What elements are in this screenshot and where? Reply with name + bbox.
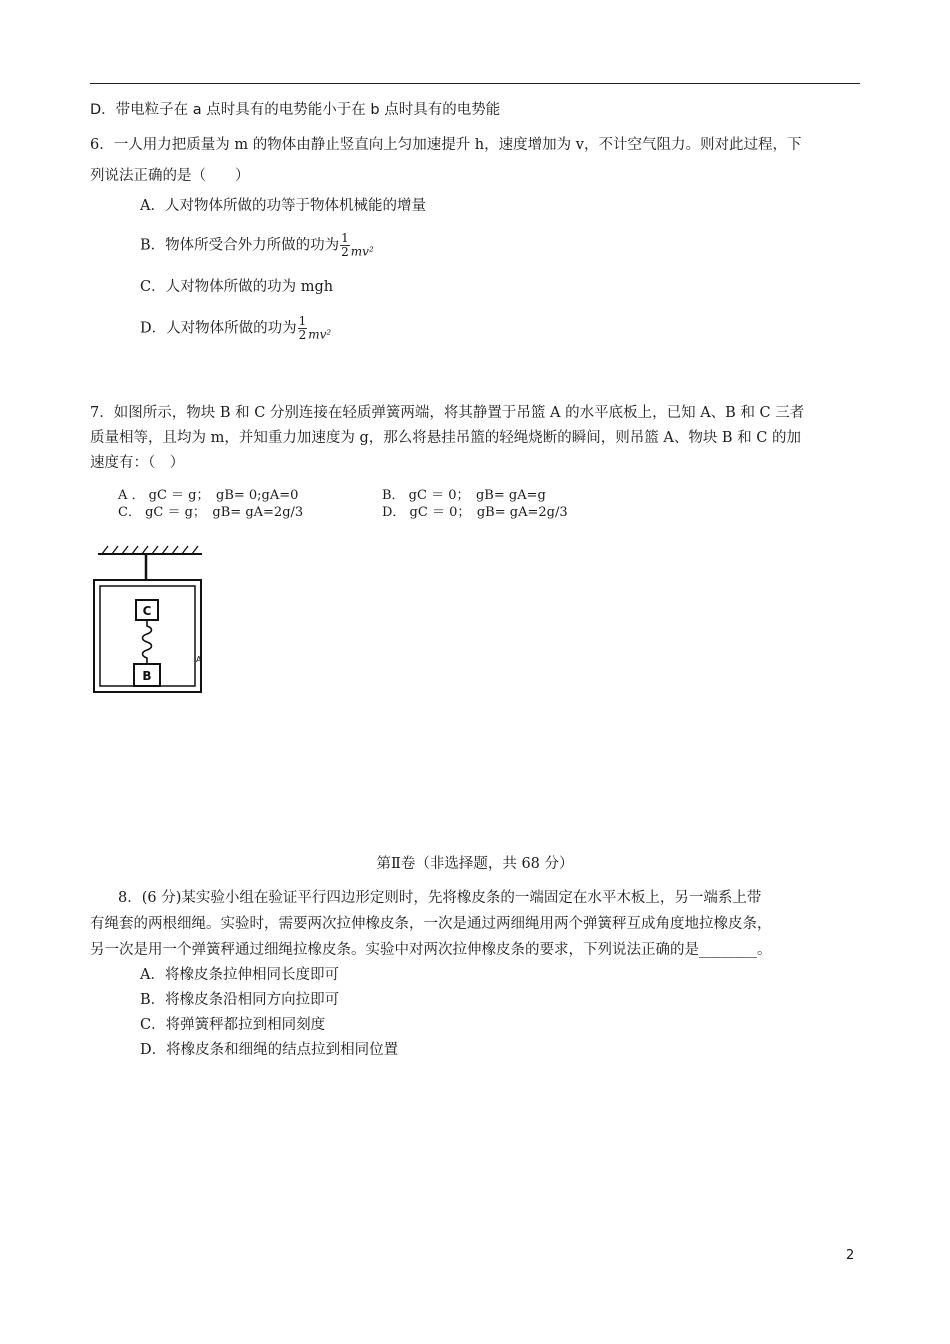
fraction-numerator: 1 xyxy=(298,314,307,328)
q6-option-b xyxy=(140,232,374,262)
q7-option-d: D． gC ＝ 0； gB= gA=2g/3 xyxy=(382,505,568,520)
spring xyxy=(143,620,152,664)
q8-option-b: B．将橡皮条沿相同方向拉即可 xyxy=(140,992,340,1008)
q7-options-row1 xyxy=(118,488,546,503)
q6-option-d-label: D．人对物体所做的功为 xyxy=(140,320,297,337)
fraction-denominator: 2 xyxy=(341,245,349,259)
fraction-half xyxy=(340,232,350,259)
q5-option-d: D．带电粒子在 a 点时具有的电势能小于在 b 点时具有的电势能 xyxy=(90,102,501,118)
q6-option-d xyxy=(140,315,331,345)
fraction-half xyxy=(298,315,308,342)
q7-stem-line3: 速度有：（ ） xyxy=(90,455,185,471)
q7-option-c: C． gC ＝ g； gB= gA=2g/3 xyxy=(118,505,304,520)
q7-options-row2 xyxy=(118,505,568,520)
q7-stem-line1: 7．如图所示，物块 B 和 C 分别连接在轻质弹簧两端，将其静置于吊篮 A 的水平底板上，已知 A、B 和 C 三者 xyxy=(90,405,805,421)
q6-option-b-label: B．物体所受合外力所做的功为 xyxy=(140,237,340,254)
kinetic-energy-expr: mv² xyxy=(350,244,374,259)
q7-option-b: B． gC ＝ 0； gB= gA=g xyxy=(382,488,546,503)
basket-spring-figure xyxy=(92,544,207,694)
block-b-label: B xyxy=(142,669,152,683)
q8-option-d: D．将橡皮条和细绳的结点拉到相同位置 xyxy=(140,1042,399,1058)
q8-stem-line3: 另一次是用一个弹簧秤通过细绳拉橡皮条。实验中对两次拉伸橡皮条的要求，下列说法正确的是________。 xyxy=(90,942,772,958)
block-c-label: C xyxy=(142,604,152,618)
q6-option-a: A．人对物体所做的功等于物体机械能的增量 xyxy=(140,198,426,214)
page-number: 2 xyxy=(846,1248,855,1263)
kinetic-energy-expr: mv² xyxy=(308,327,332,342)
q8-option-c: C．将弹簧秤都拉到相同刻度 xyxy=(140,1017,326,1033)
q6-stem-line1: 6．一人用力把质量为 m 的物体由静止竖直向上匀加速提升 h，速度增加为 v，不计空气阻力。则对此过程，下 xyxy=(90,137,802,153)
fraction-denominator: 2 xyxy=(298,328,307,342)
q8-stem-line1: 8．(6 分)某实验小组在验证平行四边形定则时，先将橡皮条的一端固定在水平木板上，另一端系上带 xyxy=(118,890,762,906)
ceiling-support xyxy=(98,546,202,554)
q7-option-a: A ． gC ＝ g； gB= 0;gA=0 xyxy=(118,488,299,503)
q6-option-c: C．人对物体所做的功为 mgh xyxy=(140,279,334,295)
q7-stem-line2: 质量相等，且均为 m，并知重力加速度为 g，那么将悬挂吊篮的轻绳烧断的瞬间，则吊篮 A、物块 B 和 C 的加 xyxy=(90,430,802,446)
q8-stem-line2: 有绳套的两根细绳。实验时，需要两次拉伸橡皮条，一次是通过两细绳用两个弹簧秤互成角度地拉橡皮条， xyxy=(90,916,772,932)
section-ii-title: 第Ⅱ卷（非选择题，共 68 分） xyxy=(376,856,574,872)
q6-stem-line2: 列说法正确的是（ ） xyxy=(90,168,250,184)
header-rule xyxy=(90,83,860,84)
fraction-numerator: 1 xyxy=(341,231,349,245)
q8-option-a: A．将橡皮条拉伸相同长度即可 xyxy=(140,967,339,983)
basket-a-label: A xyxy=(196,655,202,664)
